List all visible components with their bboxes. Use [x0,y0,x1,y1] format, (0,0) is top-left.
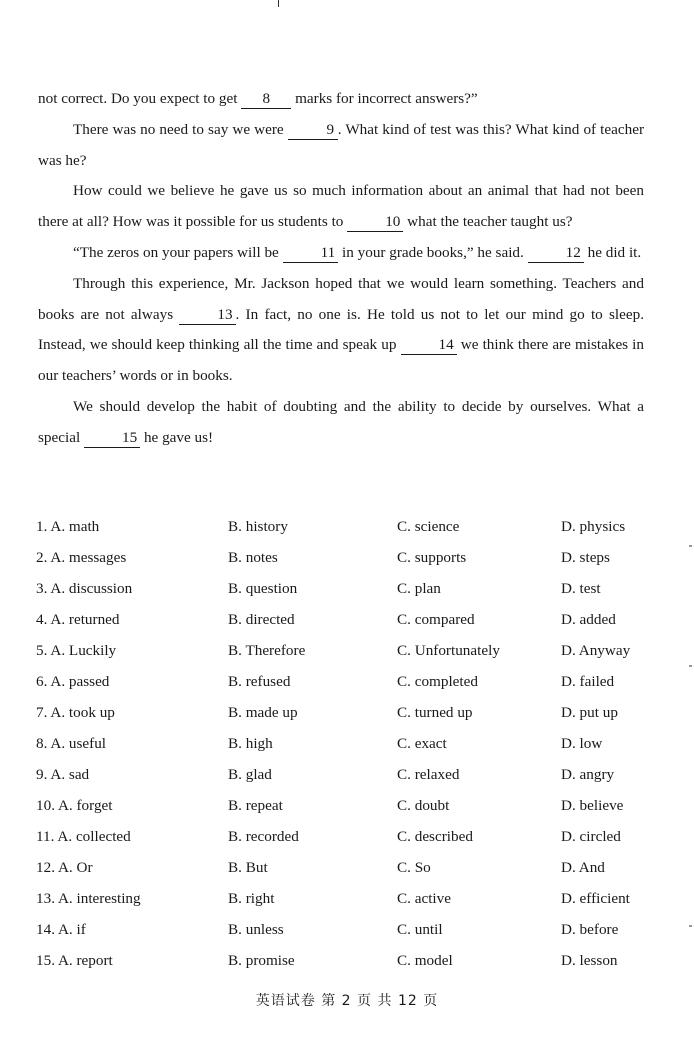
option-b: B. repeat [228,797,283,814]
option-b: B. glad [228,766,272,783]
option-a: 12. A. Or [36,859,93,876]
scan-edge-mark [689,545,692,547]
option-d: D. Anyway [561,642,631,659]
passage-paragraph [38,176,644,238]
option-row [36,825,656,856]
option-b: B. promise [228,952,295,969]
option-a: 4. A. returned [36,611,120,628]
passage-text: . What kind of test was this? What kind of teacher was he? [38,120,644,169]
option-a: 11. A. collected [36,828,131,845]
option-c: C. completed [397,673,478,690]
passage-text: in your grade books,” he said. [338,243,528,261]
option-d: D. put up [561,704,618,721]
option-b: B. notes [228,549,278,566]
option-d: D. angry [561,766,615,783]
option-c: C. model [397,952,453,969]
option-c: C. turned up [397,704,473,721]
option-d: D. before [561,921,619,938]
scan-edge-mark [689,665,692,667]
scan-top-mark [278,0,279,7]
option-c: C. compared [397,611,475,628]
option-a: 2. A. messages [36,549,127,566]
answer-blank: 13 [179,306,235,325]
option-row [36,856,656,887]
option-d: D. test [561,580,601,597]
passage-text: he gave us! [140,428,214,446]
passage-text: . In fact, no one is. He told us not to let our mind go to sleep. Instead, we should keep thinking all the time and speak up [38,305,644,354]
passage-text: what the teacher taught us? [403,213,573,231]
answer-blank: 9 [288,121,338,140]
answer-options-table [36,515,656,980]
passage-text: marks for incorrect answers?” [291,90,478,107]
option-row [36,639,656,670]
passage-text: not correct. Do you expect to get [38,90,242,107]
option-c: C. plan [397,580,441,597]
option-b: B. high [228,735,273,752]
passage-paragraph [38,392,644,454]
option-row [36,608,656,639]
option-a: 14. A. if [36,921,86,938]
answer-blank: 15 [84,429,140,448]
option-row [36,763,656,794]
passage-text: How could we believe he gave us so much information about an animal that had not been there at all? How was it possible for us students to [38,182,644,231]
scan-edge-mark [689,925,692,927]
passage-paragraph [38,269,644,392]
option-row [36,949,656,980]
option-a: 7. A. took up [36,704,115,721]
passage-text: There was no need to say we were [73,120,288,138]
option-row [36,577,656,608]
option-b: B. directed [228,611,295,628]
option-c: C. So [397,859,431,876]
option-d: D. steps [561,549,610,566]
option-a: 3. A. discussion [36,580,133,597]
option-d: D. lesson [561,952,618,969]
answer-blank: 10 [347,213,403,232]
option-row [36,701,656,732]
passage-paragraph [38,238,644,269]
option-a: 13. A. interesting [36,890,141,907]
option-b: B. question [228,580,298,597]
option-c: C. until [397,921,443,938]
option-b: B. made up [228,704,298,721]
option-a: 8. A. useful [36,735,107,752]
option-b: B. unless [228,921,284,938]
option-c: C. science [397,518,460,535]
option-b: B. history [228,518,288,535]
option-c: C. described [397,828,473,845]
option-c: C. relaxed [397,766,460,783]
option-a: 9. A. sad [36,766,90,783]
option-a: 5. A. Luckily [36,642,117,659]
passage-text: we think there are mistakes in our teachers’ words or in books. [38,336,644,385]
option-d: D. And [561,859,605,876]
option-a: 1. A. math [36,518,100,535]
option-d: D. circled [561,828,621,845]
option-row [36,515,656,546]
option-c: C. Unfortunately [397,642,500,659]
page-footer: 英语试卷 第 2 页 共 12 页 [255,993,439,1009]
option-c: C. active [397,890,451,907]
option-d: D. added [561,611,616,628]
passage-paragraph [38,84,644,115]
option-b: B. recorded [228,828,299,845]
option-d: D. believe [561,797,624,814]
answer-blank: 12 [528,244,584,263]
answer-blank: 11 [283,244,339,263]
option-b: B. right [228,890,275,907]
passage-text: he did it. [583,243,642,261]
option-a: 6. A. passed [36,673,110,690]
option-c: C. supports [397,549,467,566]
option-b: B. But [228,859,268,876]
option-row [36,732,656,763]
answer-blank: 8 [241,90,291,109]
option-b: B. Therefore [228,642,306,659]
passage-text: “The zeros on your papers will be [73,243,283,261]
option-d: D. efficient [561,890,630,907]
option-row [36,918,656,949]
option-d: D. low [561,735,603,752]
passage-text: Through this experience, Mr. Jackson hoped that we would learn something. Teachers and books are not always [38,274,644,323]
answer-blank: 14 [401,336,457,355]
option-row [36,670,656,701]
cloze-passage [38,84,644,454]
option-c: C. exact [397,735,447,752]
option-d: D. failed [561,673,615,690]
passage-paragraph [38,115,644,177]
option-c: C. doubt [397,797,450,814]
passage-text: We should develop the habit of doubting and the ability to decide by ourselves. What a special [38,397,644,446]
option-row [36,887,656,918]
option-b: B. refused [228,673,291,690]
option-a: 10. A. forget [36,797,113,814]
option-d: D. physics [561,518,626,535]
option-row [36,546,656,577]
option-a: 15. A. report [36,952,113,969]
option-row [36,794,656,825]
